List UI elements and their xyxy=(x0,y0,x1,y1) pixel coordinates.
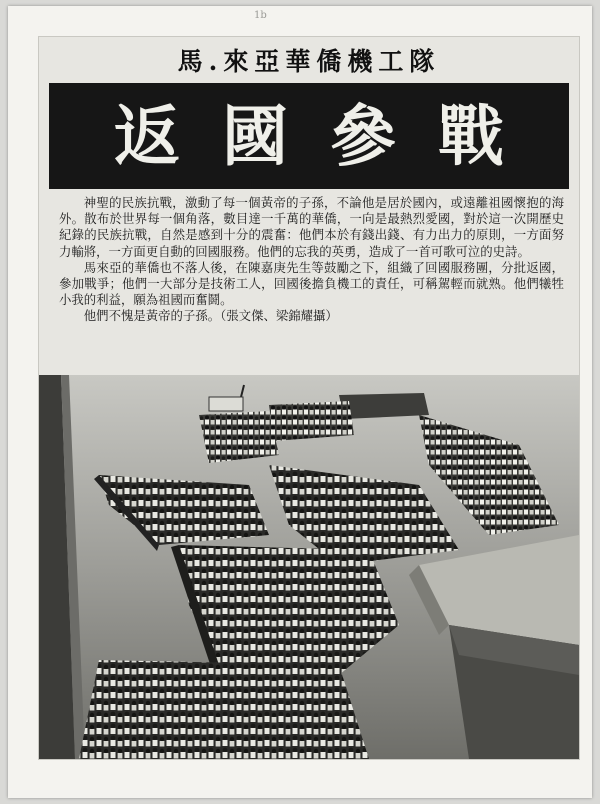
postcard xyxy=(8,6,592,798)
corner-mark: 1b xyxy=(254,10,267,21)
paragraph-1: 神聖的民族抗戰，激動了每一個黃帝的子孫，不論他是居於國內，或遠離祖國懷抱的海外。散布於世界每一個角落，數目達一千萬的華僑，一向是最熱烈愛國，對於這一次開歷史紀錄的民族抗戰，自然是感到十分的震奮：他們本於有錢出錢、有力出力的原則，一方面努力輸將，一方面更自動的回國服務。他們的忘我的英勇，造成了一首可歌可泣的史詩。 xyxy=(59,195,564,259)
boats-photo xyxy=(39,375,579,759)
article-body xyxy=(59,195,564,371)
print-panel xyxy=(38,36,580,760)
subtitle: 馬.來亞華僑機工隊 xyxy=(177,47,441,76)
title-banner xyxy=(49,83,569,189)
boats-photo-illustration xyxy=(39,375,579,759)
page-title: 返國參戰 xyxy=(114,97,546,175)
paragraph-2: 馬來亞的華僑也不落人後，在陳嘉庚先生等鼓勵之下，組織了回國服務團，分批返國，參加戰爭；他們一大部分是技術工人，回國後擔負機工的責任，可稱駕輕而就熟。他們犧牲小我的利益，願為祖國而奮鬪。 xyxy=(59,259,564,308)
paragraph-3: 他們不愧是黃帝的子孫。（張文傑、梁錦耀攝） xyxy=(83,308,338,324)
